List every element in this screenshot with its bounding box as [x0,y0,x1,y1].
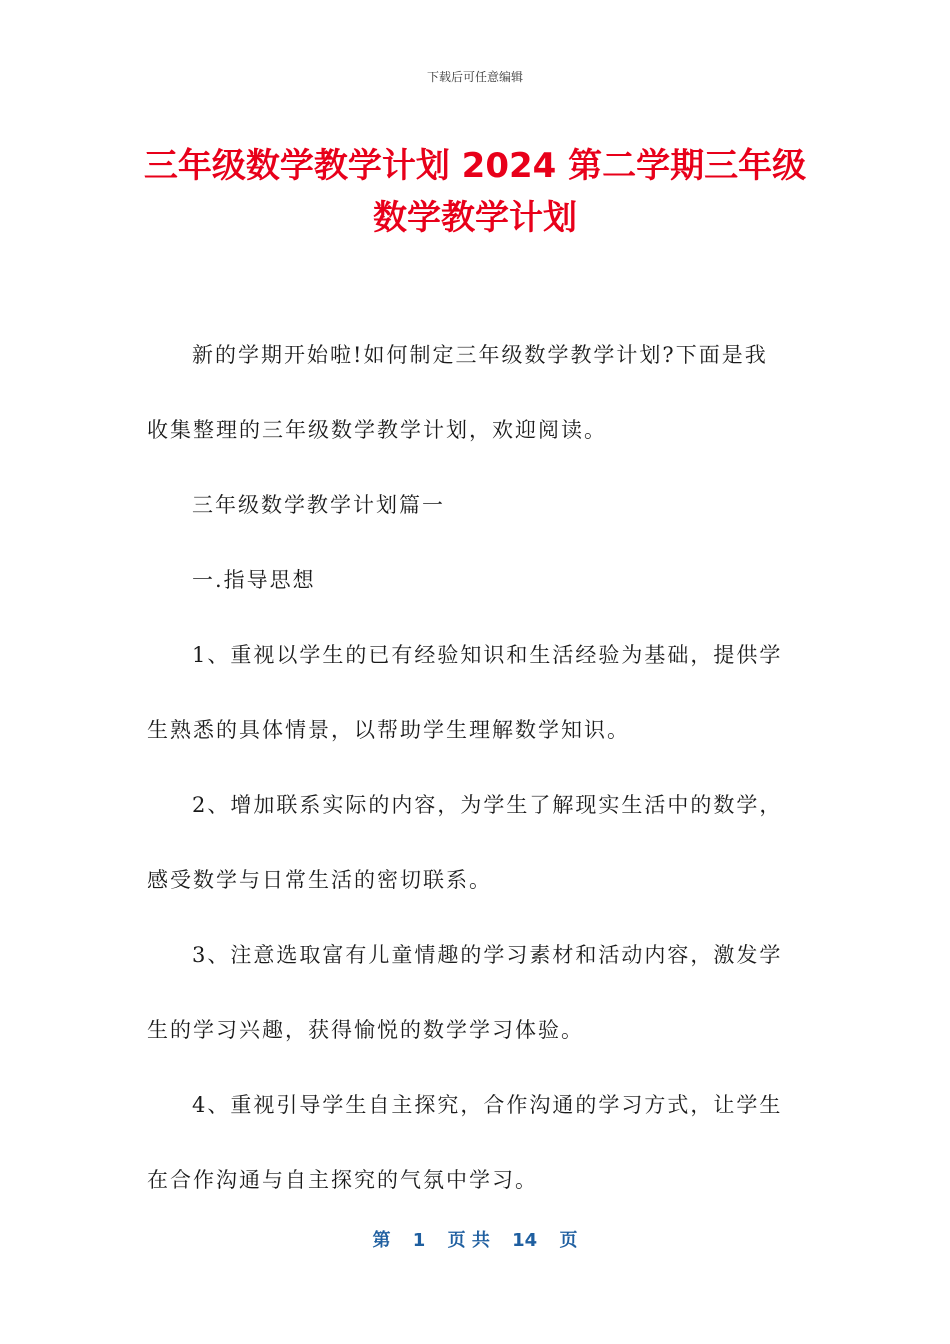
subsection-heading [147,543,807,618]
list-item-4 [147,1068,807,1218]
document-body [147,318,807,1218]
paragraph-line: 3、注意选取富有儿童情趣的学习素材和活动内容，激发学 [192,943,783,967]
list-item-2 [147,768,807,918]
footer-total-label: 页 共 [447,1230,490,1251]
paragraph-line: 新的学期开始啦!如何制定三年级数学教学计划?下面是我 [192,343,768,367]
paragraph-line: 生的学习兴趣，获得愉悦的数学学习体验。 [147,1018,584,1042]
paragraph-line: 2、增加联系实际的内容，为学生了解现实生活中的数学， [192,793,783,817]
list-item-3 [147,918,807,1068]
title-line-2: 数学教学计划 [373,198,577,238]
page-footer [0,1226,950,1252]
footer-page-suffix: 页 [559,1230,578,1251]
paragraph-line: 感受数学与日常生活的密切联系。 [147,868,492,892]
paragraph-line: 生熟悉的具体情景，以帮助学生理解数学知识。 [147,718,630,742]
paragraph-line: 在合作沟通与自主探究的气氛中学习。 [147,1168,538,1192]
paragraph-line: 4、重视引导学生自主探究，合作沟通的学习方式，让学生 [192,1093,783,1117]
paragraph-line: 三年级数学教学计划篇一 [192,493,445,517]
paragraph-line: 1、重视以学生的已有经验知识和生活经验为基础，提供学 [192,643,783,667]
document-title [130,140,820,244]
footer-total-pages: 14 [512,1230,538,1251]
list-item-1 [147,618,807,768]
footer-page-number: 1 [412,1230,426,1251]
paragraph-intro [147,318,807,468]
paragraph-line: 一.指导思想 [192,568,316,592]
paragraph-line: 收集整理的三年级数学教学计划，欢迎阅读。 [147,418,607,442]
title-line-1: 三年级数学教学计划 2024 第二学期三年级 [143,146,807,186]
footer-page-label: 第 [372,1230,391,1251]
section-heading [147,468,807,543]
header-note: 下载后可任意编辑 [426,70,523,84]
